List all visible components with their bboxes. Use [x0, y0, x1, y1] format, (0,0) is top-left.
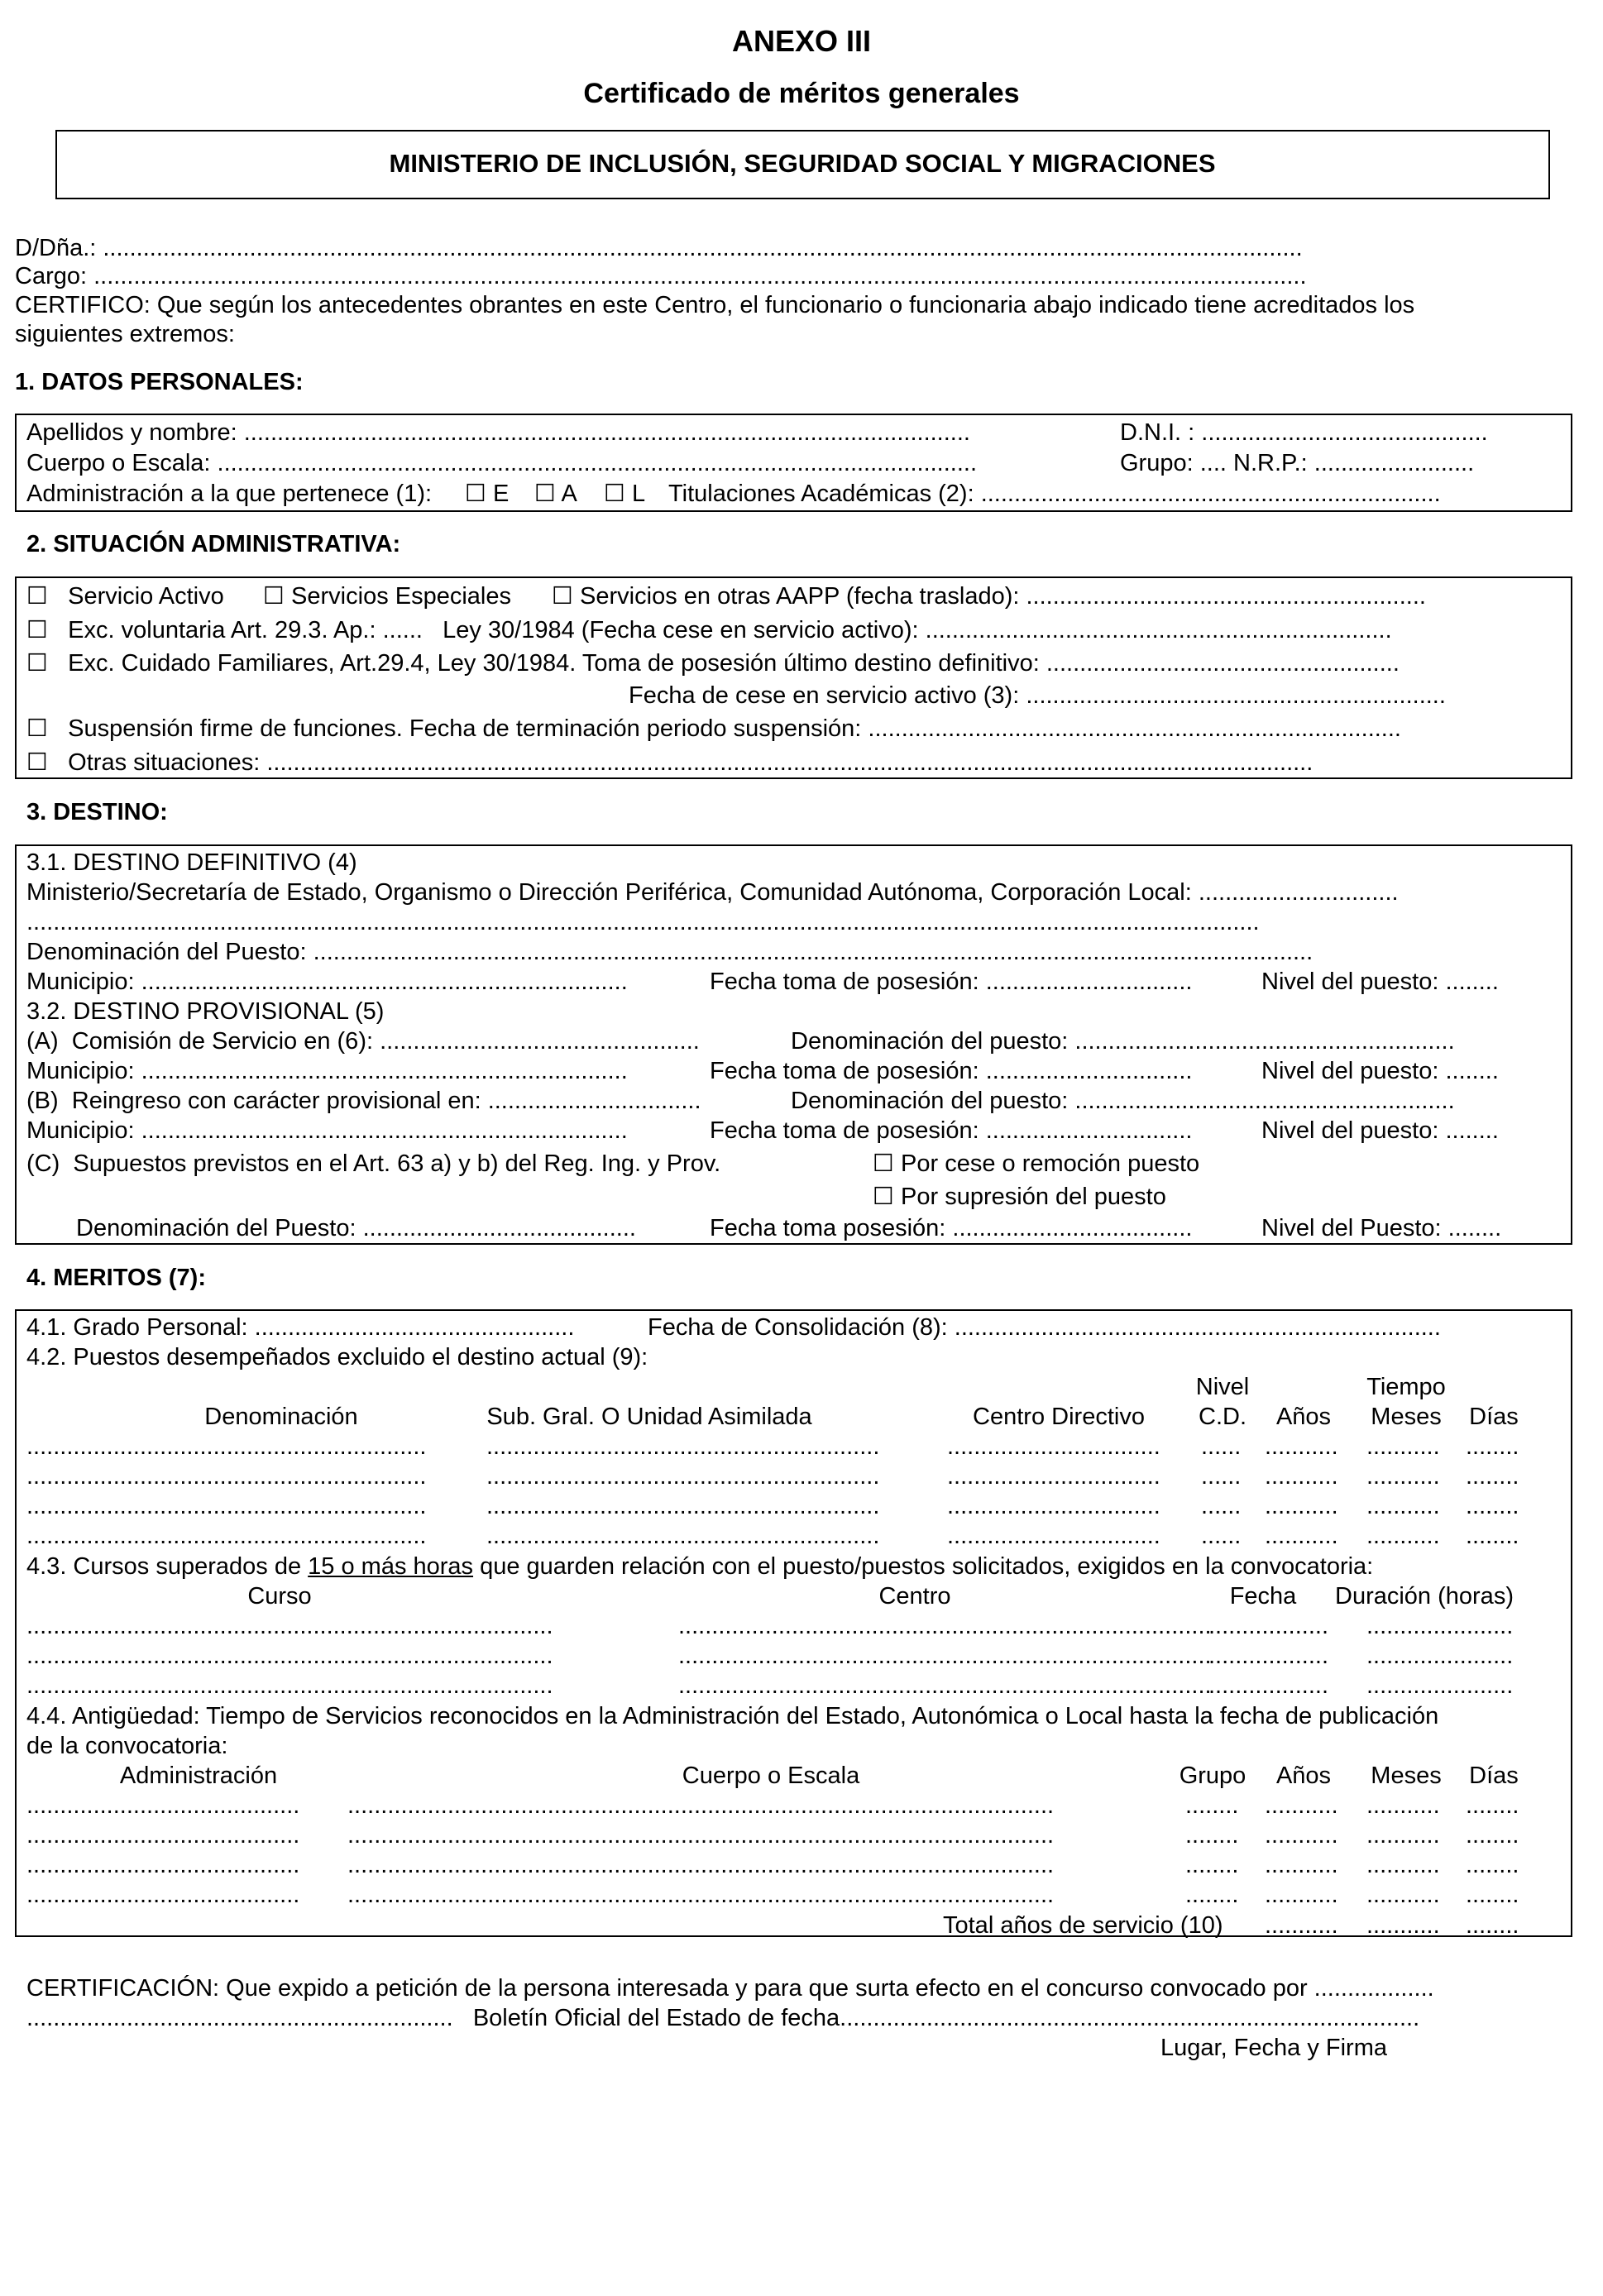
antiguedad-row-cuerpo: ..........................................................................................................	[347, 1852, 1055, 1878]
total-dias-dots: ........	[1466, 1912, 1519, 1939]
puesto-row-meses: ...........	[1366, 1493, 1440, 1519]
col-dias-2: Días	[1469, 1763, 1519, 1789]
curso-row-curso: ...............................................................................	[26, 1643, 553, 1669]
antiguedad-row-grupo: ........	[1185, 1882, 1239, 1908]
puesto-row-denominacion: ............................................................	[26, 1523, 427, 1549]
cuerpo-field: Cuerpo o Escala: ..................................................................................................................	[26, 450, 978, 476]
grupo-field: Grupo: .... N.R.P.: ........................	[1120, 450, 1475, 476]
col-nivel: Nivel	[1195, 1374, 1250, 1400]
por-cese-checkbox[interactable]: ☐ Por cese o remoción puesto	[873, 1150, 1200, 1177]
destino-provisional-title: 3.2. DESTINO PROVISIONAL (5)	[26, 998, 385, 1025]
col-fecha: Fecha	[1229, 1583, 1297, 1610]
def-fecha-toma-field: Fecha toma de posesión: ...............................	[710, 969, 1193, 995]
a-nivel-field: Nivel del puesto: ........	[1261, 1058, 1499, 1084]
antiguedad-row-meses: ...........	[1366, 1792, 1440, 1819]
col-administracion: Administración	[119, 1763, 278, 1789]
col-denominacion: Denominación	[204, 1404, 358, 1430]
antiguedad-row-grupo: ........	[1185, 1852, 1239, 1878]
section-3-heading: 3. DESTINO:	[26, 799, 168, 825]
col-duracion: Duración (horas)	[1335, 1583, 1514, 1610]
curso-row-centro: ................................................................................	[678, 1643, 1212, 1669]
puesto-row-dias: ........	[1466, 1493, 1519, 1519]
puesto-row-anos: ...........	[1265, 1433, 1338, 1460]
col-cuerpo-escala: Cuerpo o Escala	[682, 1763, 860, 1789]
curso-row-duracion: ......................	[1366, 1613, 1514, 1639]
b-denominacion-field: Denominación del puesto: .........................................................	[791, 1088, 1455, 1114]
col-curso: Curso	[247, 1583, 312, 1610]
puesto-row-subgral: ...........................................................	[486, 1463, 880, 1490]
antiguedad-row-grupo: ........	[1185, 1792, 1239, 1819]
puesto-row-anos: ...........	[1265, 1523, 1338, 1549]
puesto-row-denominacion: ............................................................	[26, 1463, 427, 1490]
a-fecha-toma-field: Fecha toma de posesión: ...............................	[710, 1058, 1193, 1084]
ministry-name: MINISTERIO DE INCLUSIÓN, SEGURIDAD SOCIAL Y MIGRACIONES	[389, 149, 1216, 178]
curso-row-fecha: ..................	[1208, 1672, 1329, 1699]
section-4-heading: 4. MERITOS (7):	[26, 1265, 206, 1291]
cursos-title-pre: 4.3. Cursos superados de	[26, 1553, 309, 1580]
c-denominacion-field: Denominación del Puesto: .........................................	[76, 1215, 636, 1241]
suspension-checkbox[interactable]: ☐ Suspensión firme de funciones. Fecha de terminación periodo suspensión: ................................................................................	[26, 715, 1401, 742]
puesto-row-anos: ...........	[1265, 1493, 1338, 1519]
def-municipio-field: Municipio: .........................................................................	[26, 969, 628, 995]
antiguedad-row-administracion: .........................................	[26, 1852, 300, 1878]
c-nivel-field: Nivel del Puesto: ........	[1261, 1215, 1502, 1241]
checkbox-l[interactable]: ☐ L	[604, 481, 646, 507]
col-cd: C.D.	[1199, 1404, 1247, 1430]
section-2-heading: 2. SITUACIÓN ADMINISTRATIVA:	[26, 531, 401, 557]
destino-definitivo-title: 3.1. DESTINO DEFINITIVO (4)	[26, 849, 357, 876]
puesto-row-subgral: ...........................................................	[486, 1433, 880, 1460]
dona-line: D/Dña.: ....................................................................................................................................................................................	[15, 235, 1303, 261]
col-centro: Centro	[878, 1583, 951, 1610]
cursos-title-post: que guarden relación con el puesto/puestos solicitados, exigidos en la convocatoria:	[473, 1553, 1374, 1580]
curso-row-curso: ...............................................................................	[26, 1672, 553, 1699]
b-fecha-toma-field: Fecha toma de posesión: ...............................	[710, 1117, 1193, 1144]
puesto-row-cd: ......	[1201, 1433, 1242, 1460]
reingreso-field: (B) Reingreso con carácter provisional en: ................................	[26, 1088, 701, 1114]
def-ministerio-field: Ministerio/Secretaría de Estado, Organismo o Dirección Periférica, Comunidad Autónoma, Corporación Local: ..............................	[26, 879, 1399, 906]
curso-row-duracion: ......................	[1366, 1672, 1514, 1699]
puesto-row-centro: ................................	[947, 1523, 1160, 1549]
col-meses: Meses	[1371, 1404, 1442, 1430]
administracion-label: Administración a la que pertenece (1):	[26, 481, 433, 507]
antiguedad-row-meses: ...........	[1366, 1822, 1440, 1849]
antiguedad-row-dias: ........	[1466, 1882, 1519, 1908]
certifico-line-1: CERTIFICO: Que según los antecedentes obrantes en este Centro, el funcionario o funcionaria abajo indicado tiene acreditados los	[15, 292, 1415, 318]
exc-cuidado-checkbox[interactable]: ☐ Exc. Cuidado Familiares, Art.29.4, Ley 30/1984. Toma de posesión último destino definitivo: .....................................................	[26, 650, 1400, 677]
antiguedad-row-dias: ........	[1466, 1852, 1519, 1878]
servicio-activo-checkbox[interactable]: ☐ Servicio Activo	[26, 583, 224, 610]
titulaciones-field: Titulaciones Académicas (2): .....................................................................	[668, 481, 1441, 507]
col-anos-2: Años	[1275, 1763, 1332, 1789]
fecha-consolidacion-field: Fecha de Consolidación (8): .........................................................................	[648, 1314, 1441, 1341]
antiguedad-row-administracion: .........................................	[26, 1822, 300, 1849]
puesto-row-subgral: ...........................................................	[486, 1523, 880, 1549]
cursos-title-underlined: 15 o más horas	[308, 1553, 474, 1580]
antiguedad-row-grupo: ........	[1185, 1822, 1239, 1849]
b-municipio-field: Municipio: .........................................................................	[26, 1117, 628, 1144]
antiguedad-row-anos: ...........	[1265, 1852, 1338, 1878]
antiguedad-line-1: 4.4. Antigüedad: Tiempo de Servicios reconocidos en la Administración del Estado, Autonómica o Local hasta la fecha de publicación	[26, 1703, 1439, 1729]
puesto-row-denominacion: ............................................................	[26, 1433, 427, 1460]
puesto-row-dias: ........	[1466, 1523, 1519, 1549]
total-meses-dots: ...........	[1366, 1912, 1440, 1939]
col-centro-directivo: Centro Directivo	[973, 1404, 1145, 1430]
servicios-especiales-checkbox[interactable]: ☐ Servicios Especiales	[263, 583, 511, 610]
puestos-title: 4.2. Puestos desempeñados excluido el destino actual (9):	[26, 1344, 648, 1370]
comision-servicio-field: (A) Comisión de Servicio en (6): ................................................	[26, 1028, 700, 1055]
puesto-row-centro: ................................	[947, 1463, 1160, 1490]
def-nivel-field: Nivel del puesto: ........	[1261, 969, 1499, 995]
puesto-row-centro: ................................	[947, 1493, 1160, 1519]
antiguedad-row-anos: ...........	[1265, 1882, 1338, 1908]
curso-row-curso: ...............................................................................	[26, 1613, 553, 1639]
fecha-cese-field: Fecha de cese en servicio activo (3): ...............................................................	[629, 682, 1446, 709]
curso-row-centro: ................................................................................	[678, 1672, 1212, 1699]
puesto-row-meses: ...........	[1366, 1463, 1440, 1490]
antiguedad-row-meses: ...........	[1366, 1852, 1440, 1878]
certifico-line-2: siguientes extremos:	[15, 321, 235, 347]
otras-situaciones-checkbox[interactable]: ☐ Otras situaciones: .............................................................................................................................................................	[26, 749, 1314, 776]
col-dias: Días	[1469, 1404, 1519, 1430]
puesto-row-anos: ...........	[1265, 1463, 1338, 1490]
col-grupo: Grupo	[1179, 1763, 1247, 1789]
curso-row-centro: ................................................................................	[678, 1613, 1212, 1639]
curso-row-fecha: ..................	[1208, 1613, 1329, 1639]
a-denominacion-field: Denominación del puesto: .........................................................	[791, 1028, 1455, 1055]
puesto-row-cd: ......	[1201, 1493, 1242, 1519]
total-anos-dots: ...........	[1265, 1912, 1338, 1939]
puesto-row-cd: ......	[1201, 1463, 1242, 1490]
def-denominacion-field: Denominación del Puesto: ......................................................................................................................................................	[26, 939, 1314, 965]
antiguedad-line-2: de la convocatoria:	[26, 1733, 228, 1759]
antiguedad-row-administracion: .........................................	[26, 1882, 300, 1908]
antiguedad-row-dias: ........	[1466, 1822, 1519, 1849]
cursos-title	[26, 1552, 1373, 1581]
antiguedad-row-administracion: .........................................	[26, 1792, 300, 1819]
por-supresion-checkbox[interactable]: ☐ Por supresión del puesto	[873, 1184, 1166, 1210]
puesto-row-dias: ........	[1466, 1433, 1519, 1460]
antiguedad-row-cuerpo: ..........................................................................................................	[347, 1882, 1055, 1908]
c-fecha-field: Fecha toma posesión: ....................................	[710, 1215, 1193, 1241]
annex-title: ANEXO III	[731, 24, 872, 58]
col-subgral: Sub. Gral. O Unidad Asimilada	[486, 1404, 812, 1430]
antiguedad-row-cuerpo: ..........................................................................................................	[347, 1792, 1055, 1819]
puesto-row-centro: ................................	[947, 1433, 1160, 1460]
puesto-row-dias: ........	[1466, 1463, 1519, 1490]
col-meses-2: Meses	[1371, 1763, 1442, 1789]
antiguedad-row-meses: ...........	[1366, 1882, 1440, 1908]
apellidos-field: Apellidos y nombre: .............................................................................................................	[26, 419, 970, 446]
certificacion-line-1: CERTIFICACIÓN: Que expido a petición de la persona interesada y para que surta efecto en el concurso convocado por ..................	[26, 1975, 1434, 2002]
supuestos-art-63: (C) Supuestos previstos en el Art. 63 a) y b) del Reg. Ing. y Prov.	[26, 1150, 721, 1177]
checkbox-e[interactable]: ☐ E	[465, 481, 510, 507]
puesto-row-meses: ...........	[1366, 1433, 1440, 1460]
antiguedad-row-cuerpo: ..........................................................................................................	[347, 1822, 1055, 1849]
document-title: Certificado de méritos generales	[583, 78, 1020, 109]
otras-aapp-checkbox[interactable]: ☐ Servicios en otras AAPP (fecha traslado): ............................................................	[552, 583, 1426, 610]
exc-voluntaria-checkbox[interactable]: ☐ Exc. voluntaria Art. 29.3. Ap.: ...... Ley 30/1984 (Fecha cese en servicio activo): ......................................................................	[26, 617, 1392, 643]
puesto-row-cd: ......	[1201, 1523, 1242, 1549]
a-municipio-field: Municipio: .........................................................................	[26, 1058, 628, 1084]
total-anos-label: Total años de servicio (10)	[943, 1912, 1223, 1939]
cargo-line: Cargo: ......................................................................................................................................................................................	[15, 263, 1307, 289]
grado-personal-field: 4.1. Grado Personal: ................................................	[26, 1314, 575, 1341]
def-dots-line: .........................................................................................................................................................................................	[26, 909, 1260, 935]
col-anos: Años	[1275, 1404, 1332, 1430]
puesto-row-subgral: ...........................................................	[486, 1493, 880, 1519]
antiguedad-row-dias: ........	[1466, 1792, 1519, 1819]
curso-row-duracion: ......................	[1366, 1643, 1514, 1669]
dni-field: D.N.I. : ...........................................	[1120, 419, 1488, 446]
section-1-heading: 1. DATOS PERSONALES:	[15, 369, 304, 395]
checkbox-a[interactable]: ☐ A	[534, 481, 577, 507]
puesto-row-meses: ...........	[1366, 1523, 1440, 1549]
curso-row-fecha: ..................	[1208, 1643, 1329, 1669]
col-tiempo: Tiempo	[1366, 1374, 1446, 1400]
b-nivel-field: Nivel del puesto: ........	[1261, 1117, 1499, 1144]
lugar-fecha-firma: Lugar, Fecha y Firma	[1160, 2035, 1387, 2061]
antiguedad-row-anos: ...........	[1265, 1822, 1338, 1849]
certificacion-line-2: ................................................................ Boletín Oficial del Estado de fecha.......................................................................................	[26, 2005, 1420, 2031]
puesto-row-denominacion: ............................................................	[26, 1493, 427, 1519]
antiguedad-row-anos: ...........	[1265, 1792, 1338, 1819]
